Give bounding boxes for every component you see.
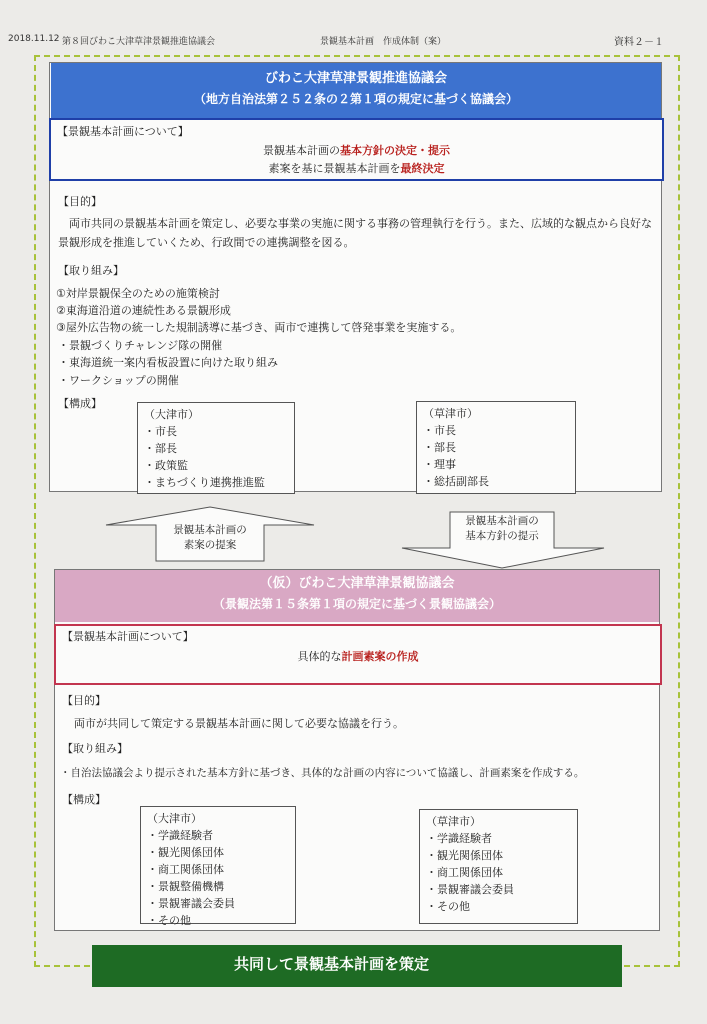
upper-otsu-member: ・部長 [144,442,177,455]
up-arrow-line2: 素案の提案 [183,539,237,551]
upper-members-title: 【構成】 [58,397,102,410]
upper-otsu-members-box [137,402,295,494]
upper-kusatsu-member: ・部長 [423,441,456,454]
lower-otsu-member: ・その他 [147,914,191,927]
upper-otsu-member: ・まちづくり連携推進監 [144,476,265,489]
upper-action-item: ③屋外広告物の統一した規制誘導に基づき、両市で連携して啓発事業を実施する。 [56,321,462,334]
lower-kusatsu-members-box [419,809,578,924]
upper-actions-title: 【取り組み】 [58,264,124,277]
upper-about-line1-highlight: 基本方針の決定・提示 [340,144,450,157]
lower-kusatsu-label: （草津市） [426,815,481,828]
lower-kusatsu-member: ・その他 [426,900,470,913]
upper-action-item: ①対岸景観保全のための施策検討 [56,287,220,300]
upper-action-item: ・ワークショップの開催 [58,374,179,387]
lower-actions-title: 【取り組み】 [62,742,128,755]
upper-purpose-title: 【目的】 [58,195,102,208]
upper-purpose-text: 両市共同の景観基本計画を策定し、必要な事業の実施に関する事務の管理執行を行う。また、広域的な観点から良好な景観形成を推進していくため、行政間での連携調整を図る。 [58,217,652,249]
lower-purpose-title: 【目的】 [62,694,106,707]
upper-council-name: びわこ大津草津景観推進協議会 [264,71,447,86]
down-arrow-line1: 景観基本計画の [465,515,539,527]
lower-otsu-member: ・学識経験者 [147,829,213,842]
upper-council-basis: （地方自治法第２５２条の２第１項の規定に基づく協議会） [193,92,518,106]
lower-otsu-member: ・景観審議会委員 [147,897,235,910]
upper-about-line1 [51,142,662,158]
upper-action-item: ②東海道沿道の連続性ある景観形成 [56,304,231,317]
upper-kusatsu-member: ・理事 [423,458,456,471]
footer-text: 共同して景観基本計画を策定 [234,955,430,973]
lower-council-basis: （景観法第１５条第１項の規定に基づく景観協議会） [212,597,501,611]
upper-kusatsu-member: ・市長 [423,424,456,437]
lower-about-line-text: 具体的な [297,650,342,663]
lower-otsu-member: ・商工関係団体 [147,863,224,876]
lower-otsu-member: ・景観整備機構 [147,880,224,893]
upper-kusatsu-label: （草津市） [423,407,478,420]
lower-members-title: 【構成】 [62,793,106,806]
upper-action-item: ・景観づくりチャレンジ隊の開催 [58,339,223,352]
up-arrow-line1: 景観基本計画の [173,524,247,536]
lower-kusatsu-member: ・景観審議会委員 [426,883,514,896]
lower-council-header [55,570,659,622]
lower-about-box [54,624,662,685]
upper-kusatsu-member: ・総括副部長 [423,475,489,488]
lower-otsu-label: （大津市） [147,812,202,825]
upper-about-line2-highlight: 最終決定 [400,162,445,175]
lower-about-line [56,648,660,664]
lower-kusatsu-member: ・観光関係団体 [426,849,503,862]
down-arrow-line2: 基本方針の提示 [465,530,539,542]
upper-otsu-member: ・政策監 [144,459,188,472]
upper-otsu-label: （大津市） [144,408,199,421]
lower-about-title: 【景観基本計画について】 [62,630,194,643]
upper-action-item: ・東海道統一案内看板設置に向けた取り組み [58,356,278,369]
lower-actions-text: ・自治法協議会より提示された基本方針に基づき、具体的な計画の内容について協議し、計画素案を作成する。 [60,767,585,779]
document-date: 2018.11.12 [8,34,60,44]
upper-about-box [49,118,664,181]
upper-about-title: 【景観基本計画について】 [57,125,189,138]
document-number: 資料２－１ [614,37,664,48]
lower-otsu-member: ・観光関係団体 [147,846,224,859]
lower-purpose-text: 両市が共同して策定する景観基本計画に関して必要な協議を行う。 [74,717,404,730]
lower-about-line-highlight: 計画素案の作成 [341,650,419,663]
upper-about-line2 [51,160,662,176]
upper-kusatsu-members-box [416,401,576,494]
lower-kusatsu-member: ・商工関係団体 [426,866,503,879]
document-title: 景観基本計画 作成体制（案） [320,37,447,47]
lower-council-name: （仮）びわこ大津草津景観協議会 [259,576,455,591]
footer-banner [92,945,622,987]
upper-council-header [51,63,661,120]
meeting-name: 第８回びわこ大津草津景観推進協議会 [62,37,216,47]
lower-otsu-members-box [140,806,296,927]
up-arrow-label [156,523,264,553]
upper-about-line2-text: 素案を基に景観基本計画を [268,162,401,175]
upper-about-line1-text: 景観基本計画の [263,144,340,157]
lower-kusatsu-member: ・学識経験者 [426,832,492,845]
down-arrow-label [450,514,554,544]
upper-otsu-member: ・市長 [144,425,177,438]
